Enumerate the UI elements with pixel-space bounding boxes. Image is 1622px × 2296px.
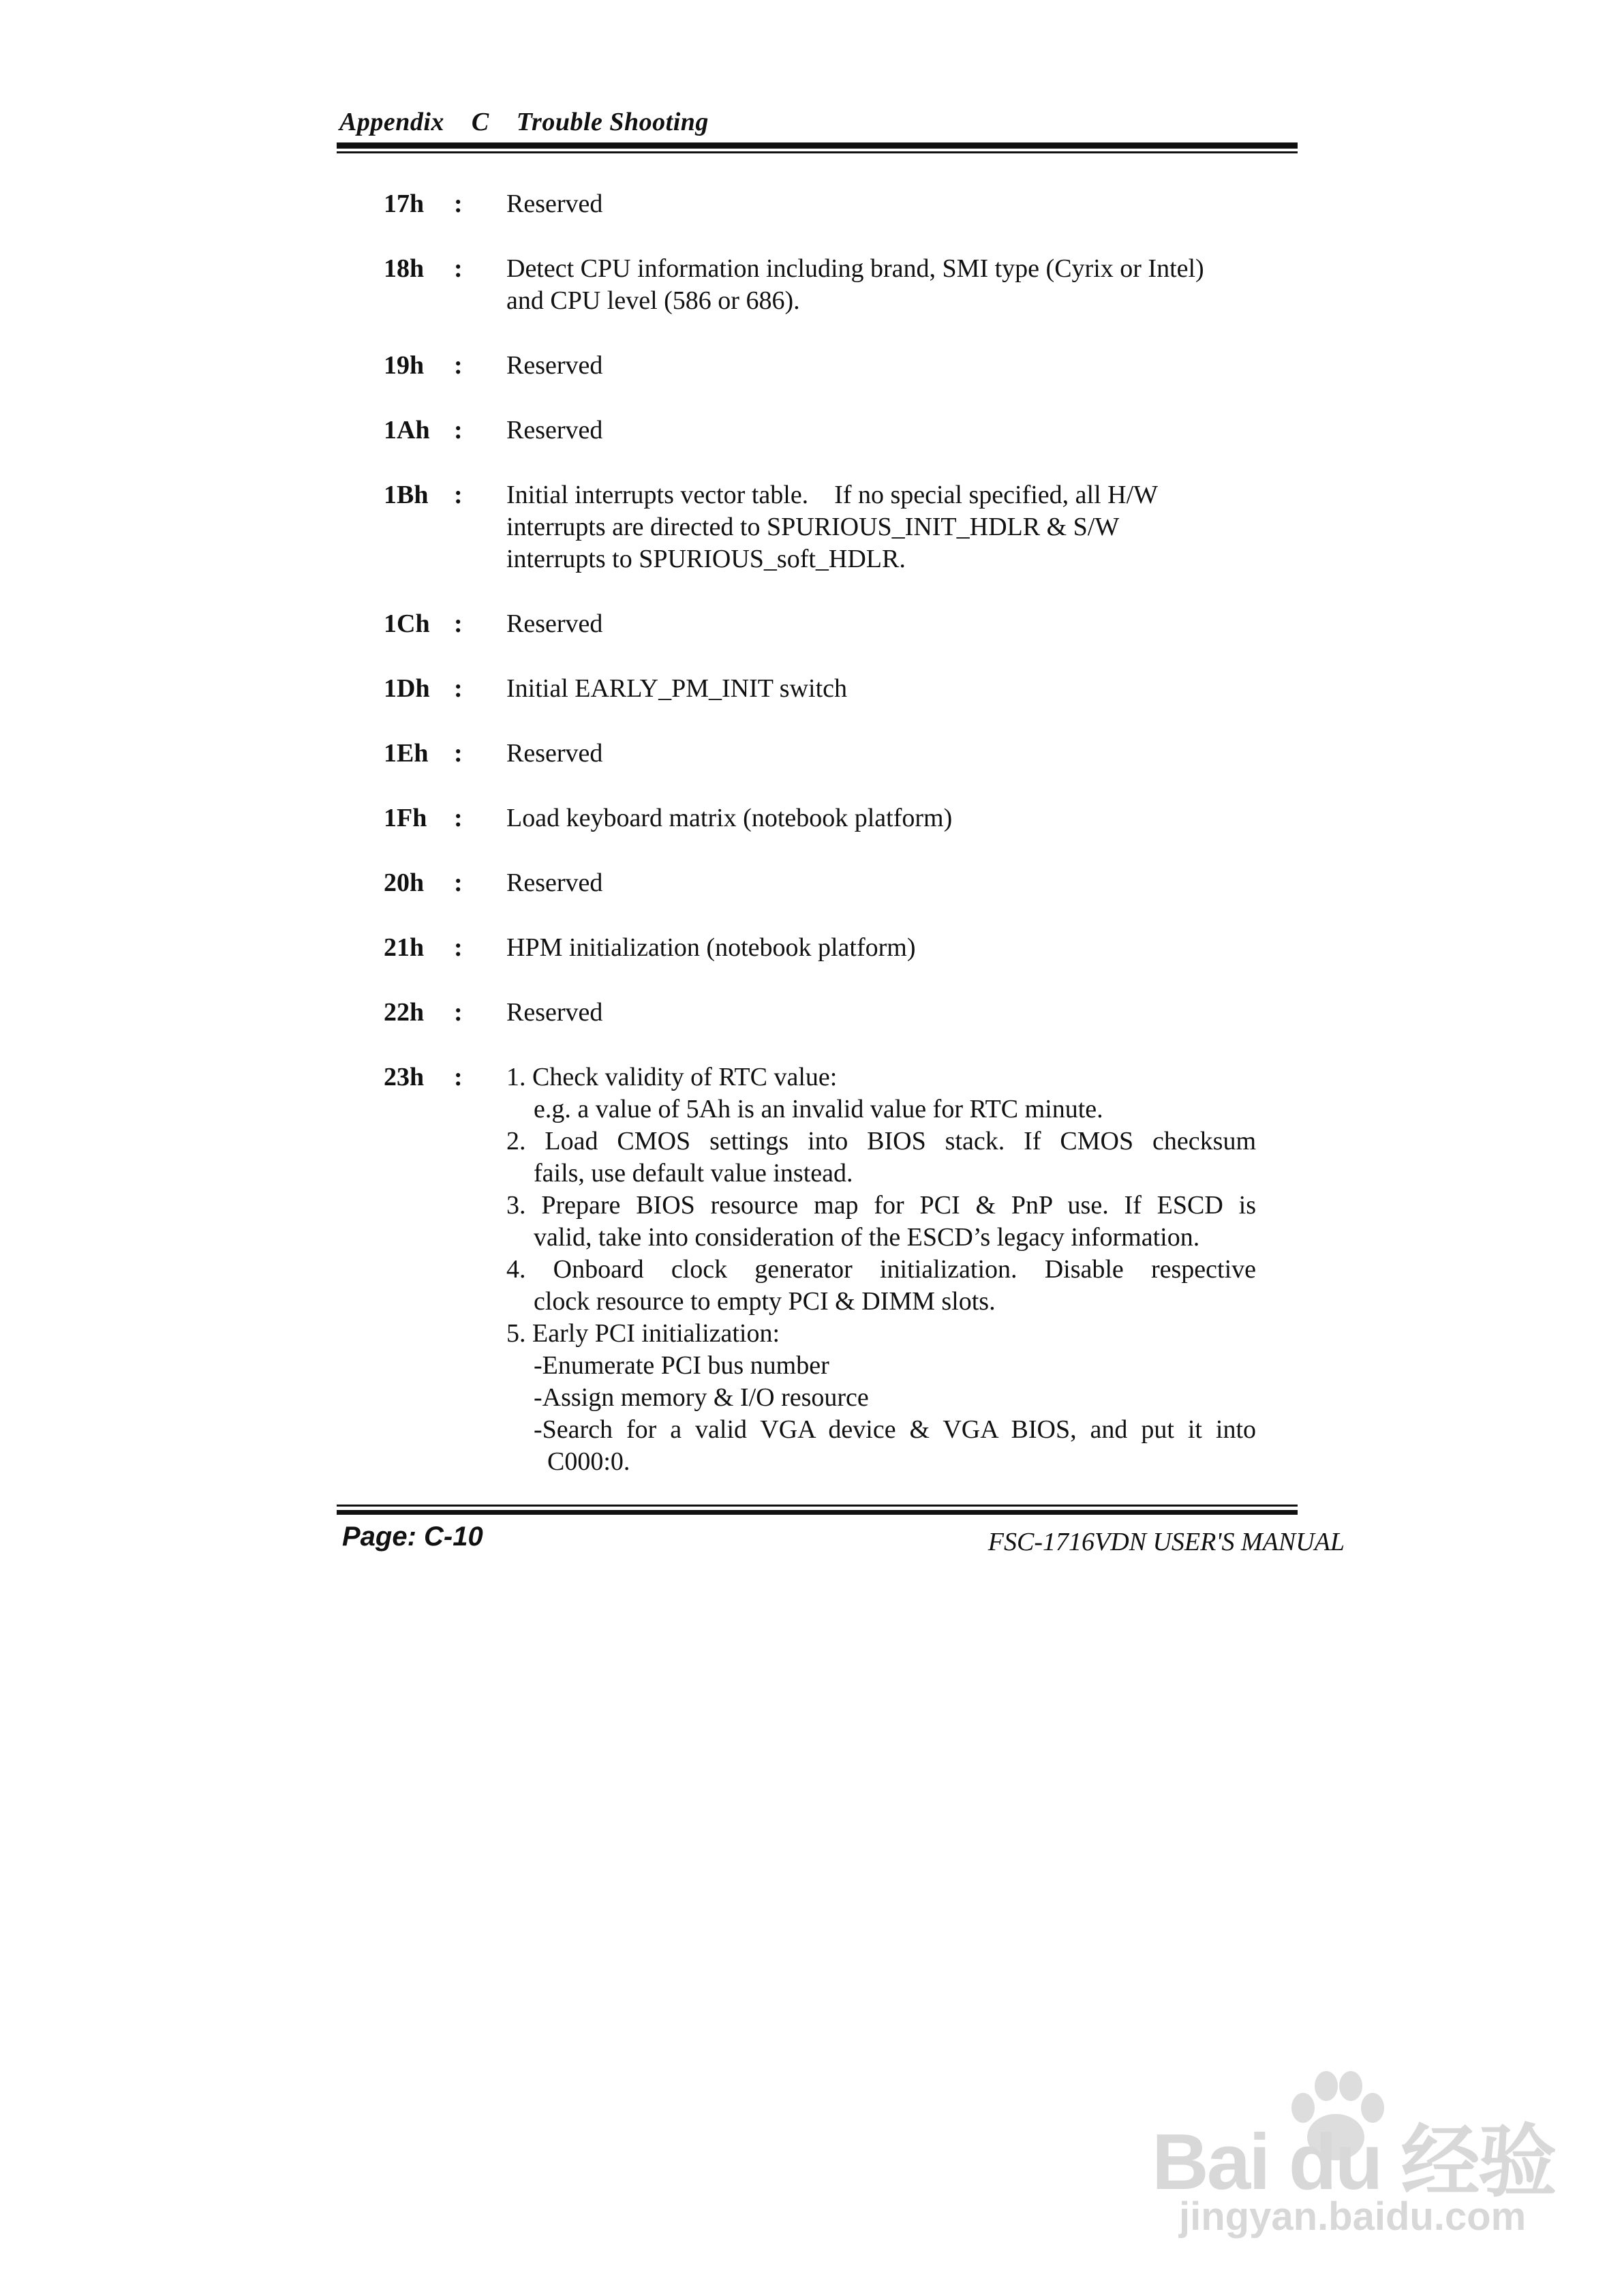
description-line: 5. Early PCI initialization:	[506, 1319, 780, 1348]
page-header-title: Appendix C Trouble Shooting	[339, 108, 709, 136]
post-code: 1Ah	[384, 416, 430, 444]
post-code: 23h	[384, 1063, 425, 1091]
post-code-description	[506, 479, 1256, 575]
post-code: 1Dh	[384, 674, 430, 703]
post-code-description	[506, 253, 1256, 317]
manual-title: FSC-1716VDN USER'S MANUAL	[988, 1528, 1345, 1556]
watermark-brand: Bai du 经验	[1152, 2117, 1555, 2206]
description-line: Reserved	[506, 739, 603, 768]
description-line: Reserved	[506, 190, 603, 218]
watermark	[1152, 2066, 1555, 2263]
post-code-description	[506, 1061, 1256, 1478]
separator-colon: :	[454, 1063, 463, 1091]
watermark-url: jingyan.baidu.com	[1179, 2194, 1527, 2239]
description-line: clock resource to empty PCI & DIMM slots.	[534, 1287, 996, 1316]
post-code: 1Bh	[384, 481, 429, 509]
post-code: 1Fh	[384, 804, 427, 832]
separator-colon: :	[454, 416, 463, 444]
description-line: Reserved	[506, 351, 603, 380]
post-code: 17h	[384, 190, 425, 218]
description-line: valid, take into consideration of the ESCD’s legacy information.	[534, 1223, 1200, 1252]
description-line: Reserved	[506, 998, 603, 1027]
post-code: 1Eh	[384, 739, 429, 768]
separator-colon: :	[454, 739, 463, 768]
description-line: interrupts to SPURIOUS_soft_HDLR.	[506, 545, 906, 573]
description-line: HPM initialization (notebook platform)	[506, 933, 916, 962]
post-code-description	[506, 932, 1256, 964]
description-line: Reserved	[506, 416, 603, 444]
post-code-description	[506, 414, 1256, 447]
description-line: Detect CPU information including brand, SMI type (Cyrix or Intel)	[506, 254, 1204, 283]
post-code-description	[506, 867, 1256, 899]
post-code: 21h	[384, 933, 425, 962]
description-line: fails, use default value instead.	[534, 1159, 853, 1188]
separator-colon: :	[454, 609, 463, 638]
description-line: C000:0.	[547, 1447, 630, 1476]
page-number: Page: C-10	[342, 1522, 483, 1552]
separator-colon: :	[454, 933, 463, 962]
header-rule-thin	[337, 151, 1298, 153]
description-line: Initial EARLY_PM_INIT switch	[506, 674, 848, 703]
description-line: -Search for a valid VGA device & VGA BIOS, and put it into	[534, 1415, 1256, 1444]
post-code: 18h	[384, 254, 425, 283]
description-line: -Enumerate PCI bus number	[534, 1351, 829, 1380]
separator-colon: :	[454, 481, 463, 509]
post-code: 22h	[384, 998, 425, 1027]
separator-colon: :	[454, 254, 463, 283]
description-line: e.g. a value of 5Ah is an invalid value for RTC minute.	[534, 1095, 1103, 1123]
post-code-description	[506, 608, 1256, 640]
separator-colon: :	[454, 998, 463, 1027]
separator-colon: :	[454, 351, 463, 380]
description-line: interrupts are directed to SPURIOUS_INIT_HDLR & S/W	[506, 513, 1120, 541]
description-line: 1. Check validity of RTC value:	[506, 1063, 838, 1091]
description-line: 4. Onboard clock generator initialization. Disable respective	[506, 1255, 1256, 1284]
description-line: Initial interrupts vector table. If no special specified, all H/W	[506, 481, 1158, 509]
description-line: Reserved	[506, 868, 603, 897]
description-line: -Assign memory & I/O resource	[534, 1383, 869, 1412]
post-code-description	[506, 188, 1256, 220]
post-code-description	[506, 802, 1256, 834]
post-code-description	[506, 350, 1256, 382]
post-code-description	[506, 673, 1256, 705]
separator-colon: :	[454, 804, 463, 832]
post-code: 20h	[384, 868, 425, 897]
separator-colon: :	[454, 868, 463, 897]
description-line: Load keyboard matrix (notebook platform)	[506, 804, 953, 832]
separator-colon: :	[454, 674, 463, 703]
description-line: 2. Load CMOS settings into BIOS stack. If CMOS checksum	[506, 1127, 1256, 1155]
post-code-description	[506, 997, 1256, 1029]
description-line: Reserved	[506, 609, 603, 638]
description-line: and CPU level (586 or 686).	[506, 286, 800, 315]
post-code: 19h	[384, 351, 425, 380]
header-rule-thick	[337, 142, 1298, 149]
post-code: 1Ch	[384, 609, 430, 638]
footer-rule-thin	[337, 1505, 1298, 1507]
separator-colon: :	[454, 190, 463, 218]
description-line: 3. Prepare BIOS resource map for PCI & PnP use. If ESCD is	[506, 1191, 1256, 1220]
post-code-description	[506, 738, 1256, 770]
footer-rule-thick	[337, 1510, 1298, 1515]
